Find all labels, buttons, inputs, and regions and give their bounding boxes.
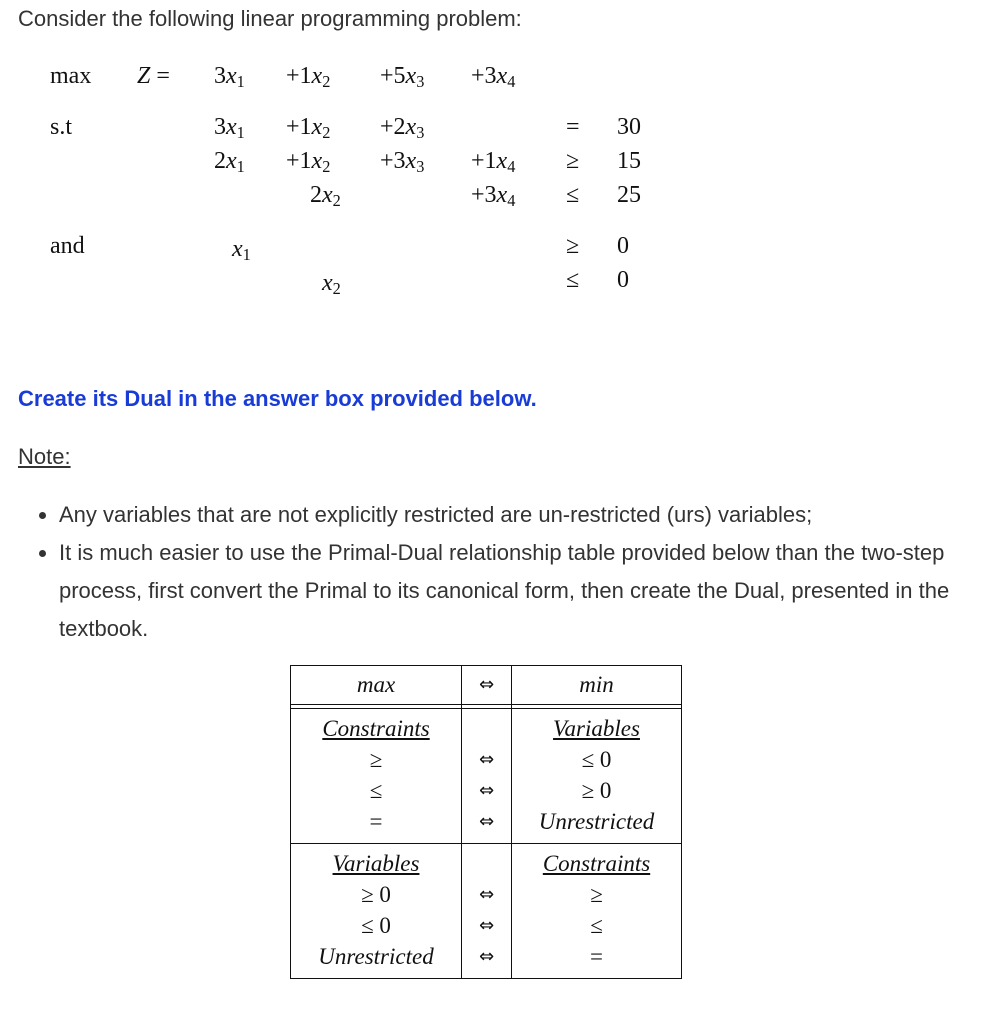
section-2-right-row-1: ≥ <box>590 882 603 907</box>
header-equivalence-arrow: ⇔ <box>462 665 512 705</box>
section-1-arrow-1: ⇔ <box>478 749 495 770</box>
constraint-1-relation: = <box>566 114 580 140</box>
section-2 <box>290 843 682 979</box>
sign-restriction-1-relation: ≥ <box>566 233 580 259</box>
constraint-1-term-2: $+1x_2$ <box>286 114 331 143</box>
objective-label: max <box>50 63 92 89</box>
section-1-arrow-2: ⇔ <box>478 780 495 801</box>
constraint-2-term-2: $+1x_2$ <box>286 148 331 177</box>
and-label: and <box>50 233 85 259</box>
header-max: max <box>290 665 462 705</box>
section-1-right-row-1: ≤ 0 <box>581 747 612 772</box>
objective-term-1: $3x_1$ <box>214 63 245 92</box>
primal-dual-table <box>290 665 682 979</box>
section-1-left-title: Constraints <box>322 716 430 741</box>
section-1-right-row-2: ≥ 0 <box>581 778 612 803</box>
sign-restriction-2-var: $x_2$ <box>322 270 341 299</box>
sign-restriction-2-relation: ≤ <box>566 267 580 293</box>
section-2-left-row-3: Unrestricted <box>318 944 434 969</box>
section-2-arrow-3: ⇔ <box>478 946 495 967</box>
constraint-3-relation: ≤ <box>566 182 580 208</box>
section-2-right-title: Constraints <box>542 851 651 876</box>
dual-instruction: Create its Dual in the answer box provided below. <box>18 386 537 411</box>
section-2-left-row-2: ≤ 0 <box>361 913 391 938</box>
section-1-left-row-3: = <box>369 809 383 834</box>
section-2-right-row-2: ≤ <box>590 913 603 938</box>
header-min: min <box>512 665 682 705</box>
section-2-left-row-1: ≥ 0 <box>361 882 391 907</box>
objective-term-4: $+3x_4$ <box>471 63 516 92</box>
constraint-2-term-3: $+3x_3$ <box>380 148 425 177</box>
objective-term-3: $+5x_3$ <box>380 63 425 92</box>
constraint-3-term-2: $2x_2$ <box>310 182 341 211</box>
section-2-arrow-1: ⇔ <box>478 884 495 905</box>
section-1-left-row-2: ≤ <box>369 778 383 803</box>
sign-restriction-1-var: $x_1$ <box>232 236 251 265</box>
constraint-1-term-1: $3x_1$ <box>214 114 245 143</box>
constraint-1-term-3: $+2x_3$ <box>380 114 425 143</box>
note-bullet-2: • It is much easier to use the Primal-Dual relationship table provided below than the two-step process, first convert the Primal to its canonical form, then create the Dual, presented in the textbook. <box>59 534 981 648</box>
constraint-2-term-1: $2x_1$ <box>214 148 245 177</box>
section-2-left-title: Variables <box>332 851 420 876</box>
constraint-2-term-4: $+1x_4$ <box>471 148 516 177</box>
problem-intro: Consider the following linear programming problem: <box>18 6 522 31</box>
section-1-left-row-1: ≥ <box>369 747 383 772</box>
constraint-2-rhs: 15 <box>617 148 641 174</box>
sign-restriction-2-rhs: 0 <box>617 267 629 293</box>
sign-restriction-1-rhs: 0 <box>617 233 629 259</box>
section-1-right-row-3: Unrestricted <box>538 809 655 834</box>
st-label: s.t <box>50 114 73 140</box>
constraint-2-relation: ≥ <box>566 148 580 174</box>
section-1-arrow-3: ⇔ <box>478 811 495 832</box>
constraint-1-rhs: 30 <box>617 114 641 140</box>
section-2-arrow-2: ⇔ <box>478 915 495 936</box>
constraint-3-term-4: $+3x_4$ <box>471 182 516 211</box>
section-2-right-row-3: = <box>590 944 603 969</box>
table-header-row <box>290 665 682 705</box>
note-label: Note: <box>18 444 71 469</box>
note-list <box>18 496 981 648</box>
objective-z: Z = <box>137 63 170 89</box>
section-1-right-title: Variables <box>553 716 640 741</box>
constraint-3-rhs: 25 <box>617 182 641 208</box>
objective-term-2: $+1x_2$ <box>286 63 331 92</box>
section-1 <box>290 708 682 843</box>
note-bullet-1: • Any variables that are not explicitly restricted are un-restricted (urs) variables; <box>59 496 981 534</box>
